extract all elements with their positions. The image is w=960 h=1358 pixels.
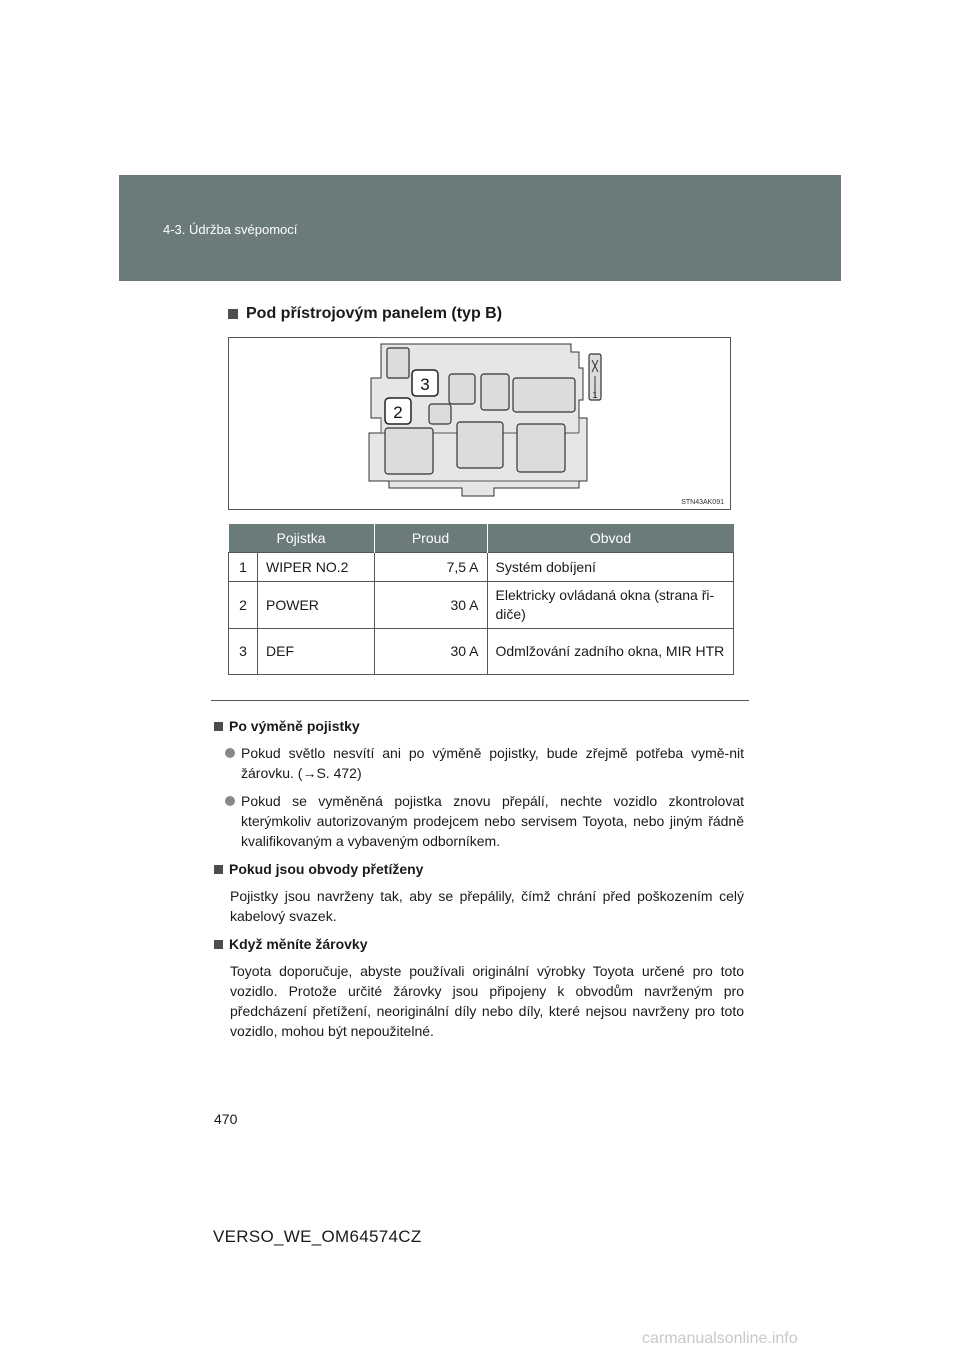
note-heading-text: Když měníte žárovky <box>229 936 368 952</box>
table-header-row <box>229 524 734 553</box>
col-header-fuse: Pojistka <box>229 524 375 553</box>
note-bullet <box>214 791 744 851</box>
fuse-current: 7,5 A <box>374 553 487 582</box>
fuse-box-diagram <box>228 337 731 510</box>
note-heading-text: Po výměně pojistky <box>229 718 360 734</box>
diagram-code: STN43AK091 <box>681 499 724 506</box>
page-number: 470 <box>214 1111 238 1127</box>
note-heading <box>214 859 744 879</box>
note-bullet-text: Pokud světlo nesvítí ani po výměně pojistky, bude zřejmě potřeba vymě-nit žárovku. (→S. 472) <box>241 745 744 781</box>
circle-bullet-icon <box>225 748 235 758</box>
fuse-number: 3 <box>229 629 258 675</box>
callout-1: 1 <box>592 390 598 400</box>
fuse-number: 2 <box>229 582 258 629</box>
document-code: VERSO_WE_OM64574CZ <box>213 1227 422 1246</box>
fuse-name: DEF <box>258 629 375 675</box>
fuse-circuit: Systém dobíjení <box>487 553 734 582</box>
note-paragraph: Pojistky jsou navrženy tak, aby se přepálily, čímž chrání před poškozením celý kabelový svazek. <box>230 888 744 924</box>
note-heading <box>214 716 744 736</box>
col-header-current: Proud <box>374 524 487 553</box>
fuse-current: 30 A <box>374 629 487 675</box>
table-row <box>229 629 734 675</box>
section-title <box>228 305 502 323</box>
square-bullet-icon <box>214 865 223 874</box>
square-bullet-icon <box>214 722 223 731</box>
section-divider <box>211 700 749 701</box>
notes-section <box>214 716 744 1049</box>
fuse-number: 1 <box>229 553 258 582</box>
note-heading <box>214 934 744 954</box>
fuse-circuit: Elektricky ovládaná okna (strana ři-diče) <box>487 582 734 629</box>
square-bullet-icon <box>214 940 223 949</box>
fuse-box-illustration <box>229 338 730 509</box>
circle-bullet-icon <box>225 796 235 806</box>
fuse-name: POWER <box>258 582 375 629</box>
col-header-circuit: Obvod <box>487 524 734 553</box>
square-bullet-icon <box>228 309 238 319</box>
table-row <box>229 553 734 582</box>
note-heading-text: Pokud jsou obvody přetíženy <box>229 861 424 877</box>
section-breadcrumb: 4-3. Údržba svépomocí <box>163 222 298 237</box>
note-bullet <box>214 743 744 783</box>
callout-3: 3 <box>420 375 430 394</box>
fuse-circuit: Odmlžování zadního okna, MIR HTR <box>487 629 734 675</box>
table-row <box>229 582 734 629</box>
callout-2: 2 <box>393 403 403 422</box>
section-title-text: Pod přístrojovým panelem (typ B) <box>246 305 503 322</box>
fuse-current: 30 A <box>374 582 487 629</box>
note-paragraph: Toyota doporučuje, abyste používali originální výrobky Toyota určené pro toto vozidlo. Protože určité žárovky jsou připojeny k obvodům navrženým pro předcházení přetížení, neoriginální díly nebo díly, které nejsou navrženy pro toto vozidlo, mohou být nepoužitelné. <box>230 963 744 1039</box>
footer-watermark: carmanualsonline.info <box>642 1330 798 1347</box>
fuse-table <box>228 524 734 675</box>
fuse-name: WIPER NO.2 <box>258 553 375 582</box>
note-bullet-text: Pokud se vyměněná pojistka znovu přepálí, nechte vozidlo zkontrolovat kterýmkoliv autorizovaným prodejcem nebo servisem Toyota, nebo jiným řádně kvalifikovaným a vybaveným odborníkem. <box>241 793 744 849</box>
